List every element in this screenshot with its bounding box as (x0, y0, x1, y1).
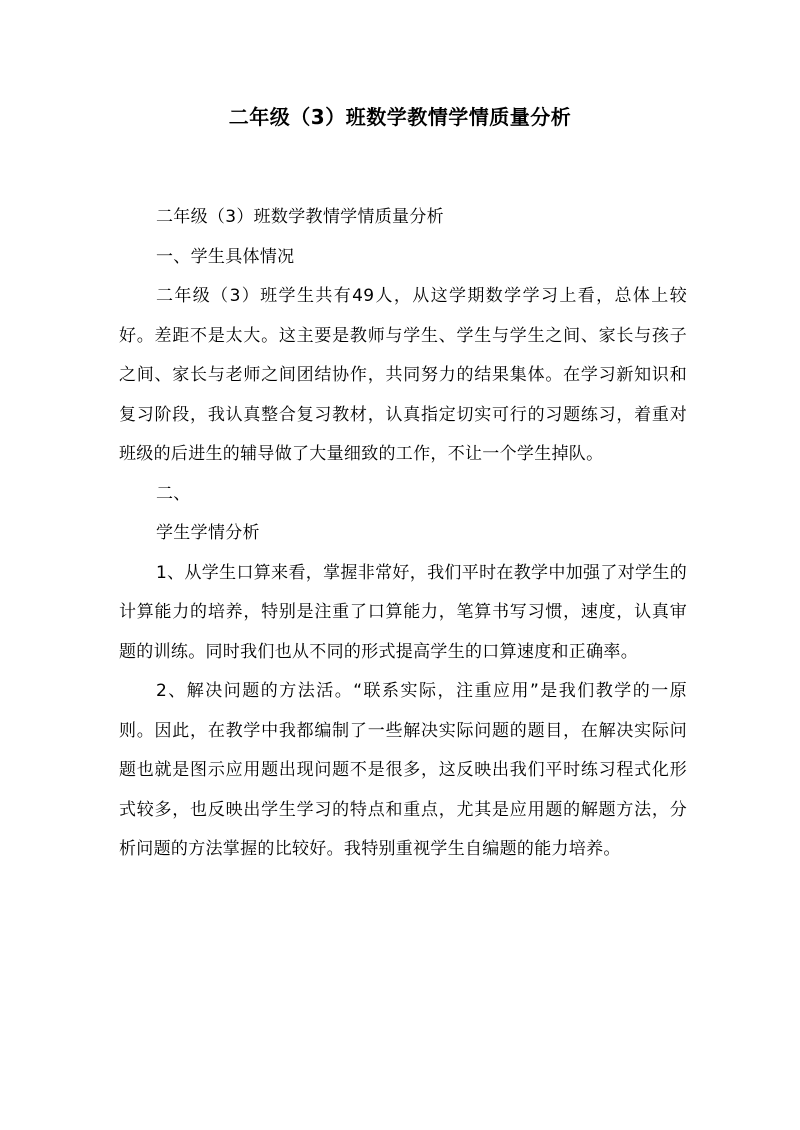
paragraph-mental-arithmetic: 1、从学生口算来看，掌握非常好，我们平时在教学中加强了对学生的计算能力的培养，特别是注重了口算能力，笔算书写习惯，速度，认真审题的训练。同时我们也从不同的形式提高学生的口算速度和正确率。 (119, 562, 687, 662)
paragraph-problem-solving: 2、解决问题的方法活。“联系实际，注重应用”是我们教学的一原则。因此，在教学中我都编制了一些解决实际问题的题目，在解决实际问题也就是图示应用题出现问题不是很多，这反映出我们平时练习程式化形式较多，也反映出学生学习的特点和重点，尤其是应用题的解题方法，分析问题的方法掌握的比较好。我特别重视学生自编题的能力培养。 (119, 681, 687, 859)
document-body (119, 198, 687, 870)
section-heading-2-title: 学生学情分析 (156, 523, 260, 543)
section-heading-1: 一、学生具体情况 (156, 246, 295, 267)
paragraph-student-situation: 二年级（3）班学生共有49人，从这学期数学学习上看，总体上较好。差距不是太大。这主要是教师与学生、学生与学生之间、家长与孩子之间、家长与老师之间团结协作，共同努力的结果集体。在学习新知识和复习阶段，我认真整合复习教材，认真指定切实可行的习题练习，着重对班级的后进生的辅导做了大量细致的工作，不让一个学生掉队。 (119, 286, 687, 464)
document-title: 二年级（3）班数学教情学情质量分析 (228, 105, 572, 129)
paragraph-heading: 二年级（3）班数学教情学情质量分析 (156, 207, 444, 227)
section-heading-2-number: 二、 (156, 483, 191, 504)
